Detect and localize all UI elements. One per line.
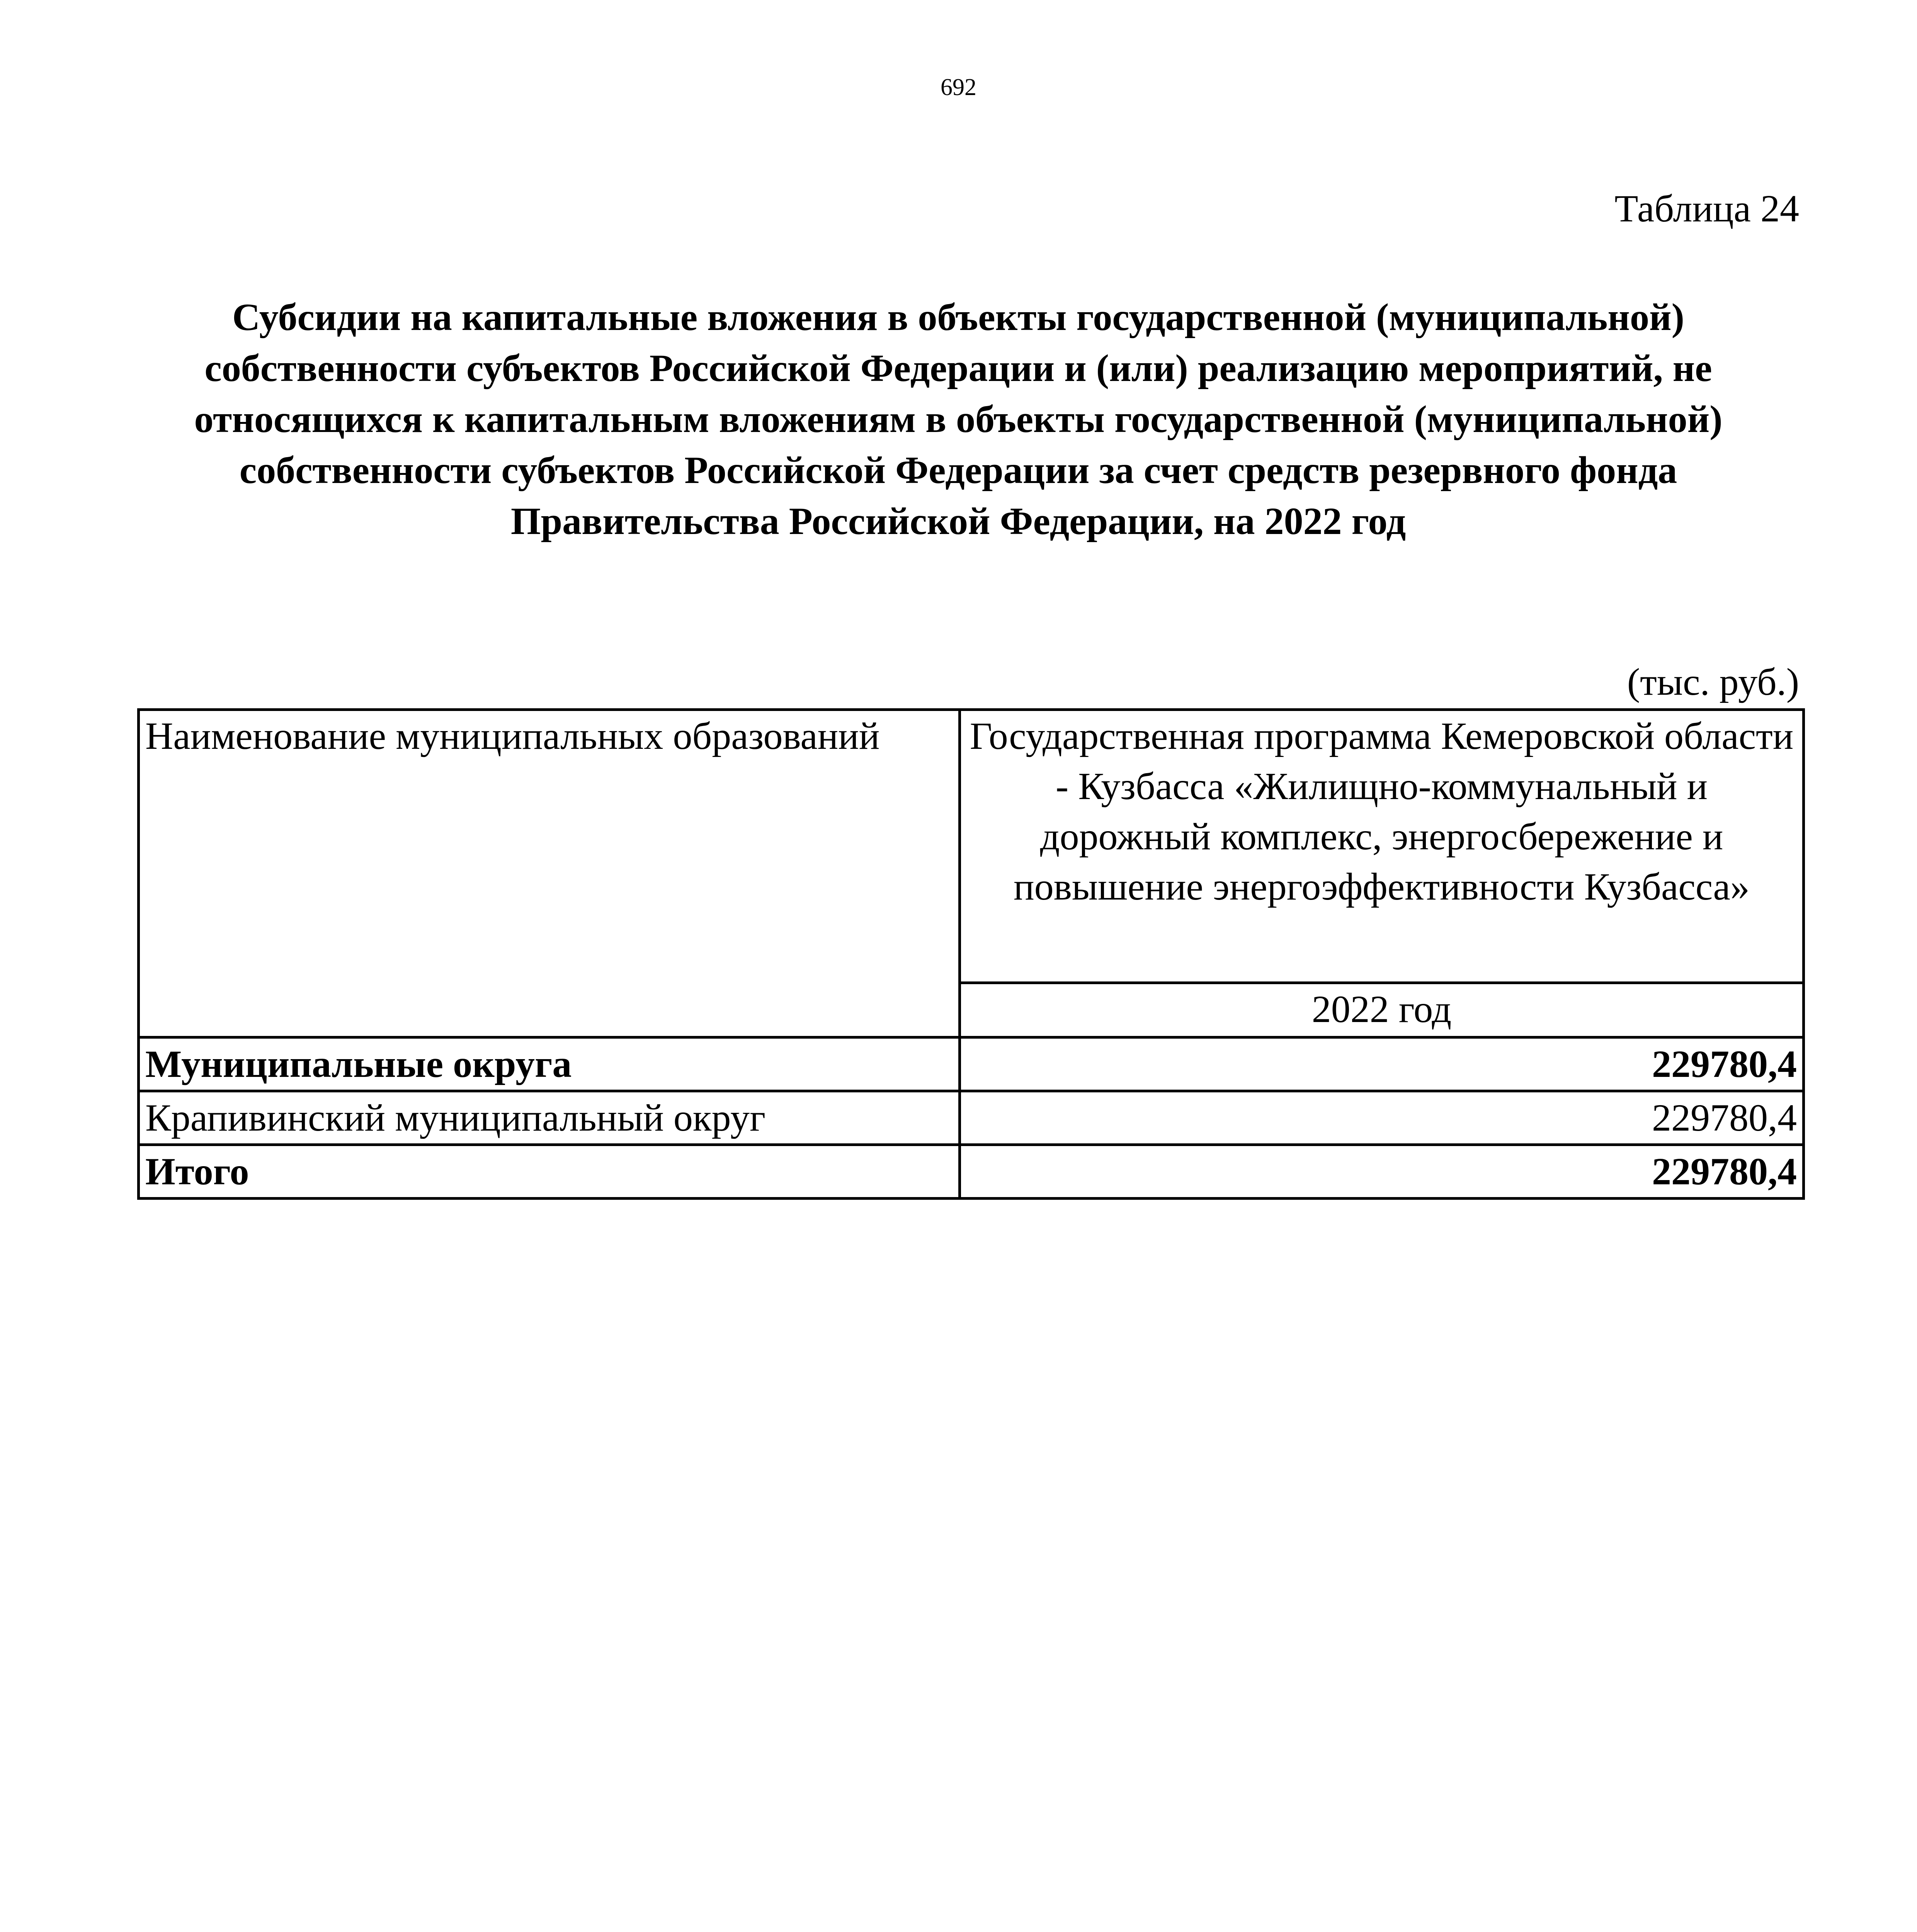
table-header-row bbox=[139, 710, 1804, 983]
table-row-krapivinsky bbox=[139, 1091, 1804, 1145]
row-value: 229780,4 bbox=[960, 1145, 1804, 1199]
row-name: Итого bbox=[139, 1145, 960, 1199]
table-row-total bbox=[139, 1145, 1804, 1199]
row-value: 229780,4 bbox=[960, 1037, 1804, 1091]
header-state-program: Государственная программа Кемеровской области - Кузбасса «Жилищно-коммунальный и дорожный комплекс, энергосбережение и повышение энергоэффективности Кузбасса» bbox=[960, 710, 1804, 983]
header-municipality-name: Наименование муниципальных образований bbox=[139, 710, 960, 1037]
row-name: Крапивинский муниципальный округ bbox=[139, 1091, 960, 1145]
page-number: 692 bbox=[941, 74, 976, 100]
header-year: 2022 год bbox=[960, 983, 1804, 1037]
table-caption: Таблица 24 bbox=[1614, 187, 1799, 230]
document-title: Субсидии на капитальные вложения в объекты государственной (муниципальной) собственности субъектов Российской Федерации и (или) реализацию мероприятий, не относящихся к капитальным вложениям в объекты государственной (муниципальной) собственности субъектов Российской Федерации за счет средств резервного фонда Правительства Российской Федерации, на 2022 год bbox=[194, 296, 1723, 543]
row-name: Муниципальные округа bbox=[139, 1037, 960, 1091]
row-value: 229780,4 bbox=[960, 1091, 1804, 1145]
table-row-municipal-districts bbox=[139, 1037, 1804, 1091]
units-label: (тыс. руб.) bbox=[1627, 660, 1799, 703]
subsidies-table bbox=[137, 708, 1805, 1200]
